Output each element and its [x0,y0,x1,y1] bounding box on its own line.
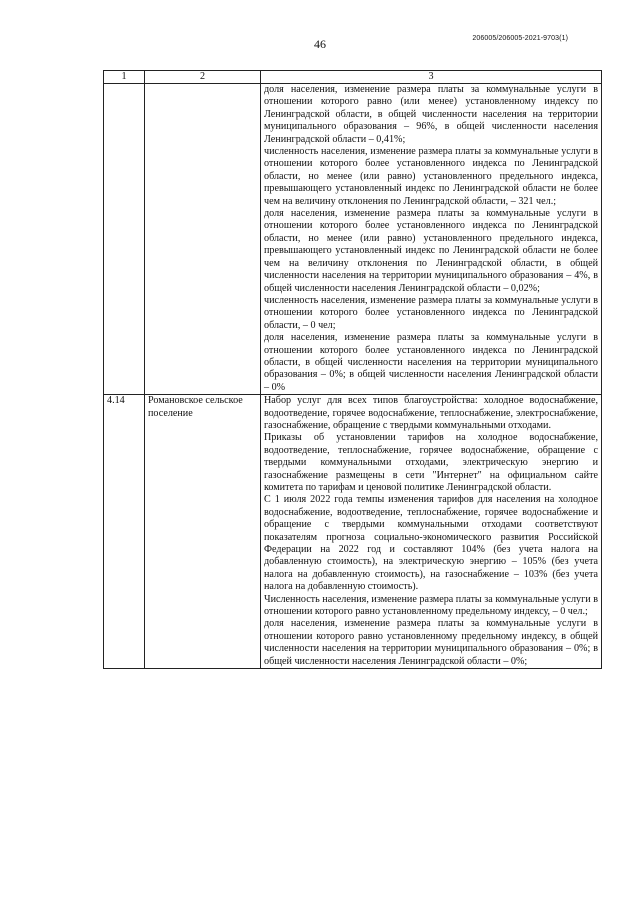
content-paragraph: численность населения, изменение размера платы за коммунальные услуги в отношении которого более установленного индекса по Ленинградской области, – 0 чел; [264,294,598,331]
row-number-cell [104,84,145,395]
table-row-4-14 [104,395,602,669]
column-header-3: 3 [261,71,602,84]
content-paragraph: Приказы об установлении тарифов на холодное водоснабжение, водоотведение, теплоснабжение, горячее водоснабжение, обращение с твердыми коммунальными отходами, электрическую энергию и газоснабжение размещены в сети "Интернет" на официальном сайте комитета по тарифам и ценовой политике Ленинградской области. [264,432,598,493]
content-paragraph: доля населения, изменение размера платы за коммунальные услуги в отношении которого более установленного индекса по Ленинградской области, в общей численности населения на территории муниципального образования – 0%; в общей численности населения Ленинградской области – 0% [264,332,598,393]
tariff-table [103,70,602,669]
content-paragraph: численность населения, изменение размера платы за коммунальные услуги в отношении которого более установленного индекса по Ленинградской области, но менее (или равно) установленного предельного индекса, превышающего установленный индекс по Ленинградской области не более чем на величину отклонения по Ленинградской области, – 321 чел.; [264,146,598,207]
column-header-2: 2 [145,71,261,84]
content-paragraph: доля населения, изменение размера платы за коммунальные услуги в отношении которого более установленного индекса по Ленинградской области, но менее (или равно) установленного предельного индекса, превышающего установленный индекс по Ленинградской области не более чем на величину отклонения по Ленинградской области, в общей численности населения на территории муниципального образования – 4%, в общей численности населения Ленинградской области – 0,02%; [264,208,598,294]
document-code: 206005/206005-2021-9703(1) [472,35,568,42]
row-content-cell [261,395,602,669]
page-number: 46 [314,37,326,51]
content-paragraph: доля населения, изменение размера платы за коммунальные услуги в отношении которого равно установленному предельному индексу, в общей численности населения на территории муниципального образования – 0%; в общей численности населения Ленинградской области – 0%; [264,618,598,667]
row-name-cell: Романовское сельское поселение [145,395,261,669]
table-row-continued [104,84,602,395]
content-paragraph: Набор услуг для всех типов благоустройства: холодное водоснабжение, водоотведение, горячее водоснабжение, теплоснабжение, электроснабжение, газоснабжение, обращение с твердыми коммунальными отходами. [264,395,598,431]
row-name-cell [145,84,261,395]
column-header-1: 1 [104,71,145,84]
content-paragraph: Численность населения, изменение размера платы за коммунальные услуги в отношении которого равно установленному предельному индексу, – 0 чел.; [264,593,598,618]
row-content-cell [261,84,602,395]
content-paragraph: С 1 июля 2022 года темпы изменения тарифов для населения на холодное водоснабжение, водоотведение, теплоснабжение, горячее водоснабжение и обращение с твердыми коммунальными отходами соответствуют показателям прогноза социально-экономического развития Российской Федерации на 2022 год и составляют 104% (без учета налога на добавленную стоимость), на электрическую энергию – 105% (без учета налога на добавленную стоимость), на газоснабжение – 103% (без учета налога на добавленную стоимость). [264,494,598,593]
row-number-cell: 4.14 [104,395,145,669]
table-header-row [104,71,602,84]
content-paragraph: доля населения, изменение размера платы за коммунальные услуги в отношении которого равно (или менее) установленному индексу по Ленинградской области, в общей численности населения на территории муниципального образования – 96%, в общей численности населения Ленинградской области – 0,41%; [264,84,598,145]
